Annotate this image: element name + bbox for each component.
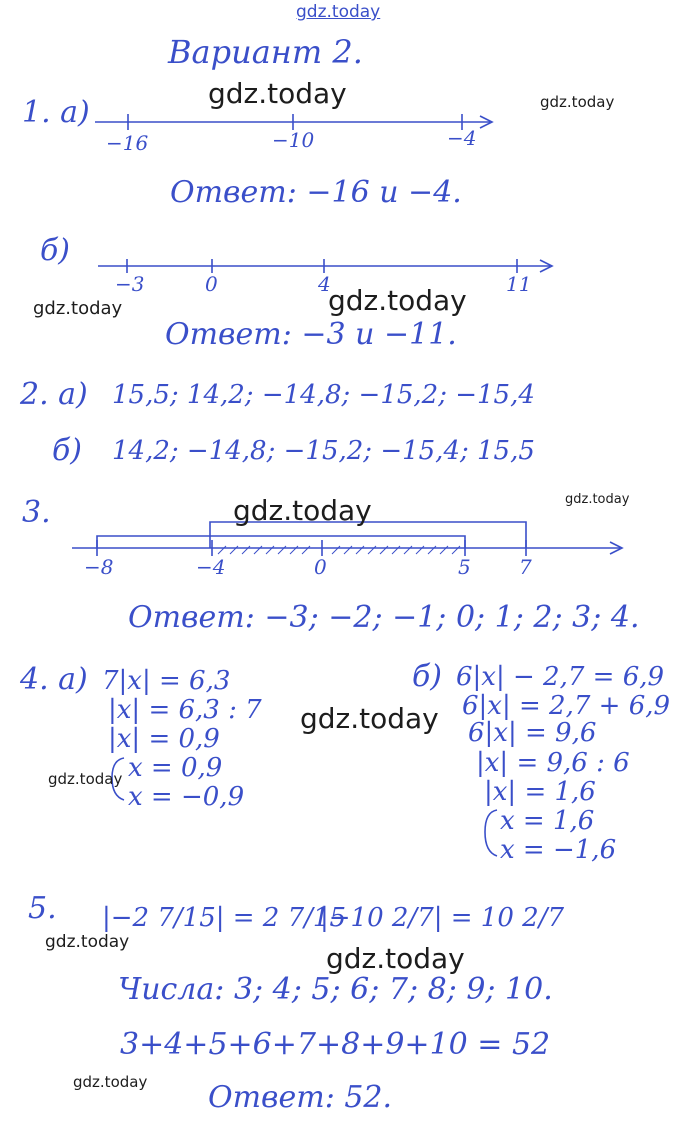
equation-line: x = 0,9 bbox=[128, 753, 223, 783]
equation-line: x = 1,6 bbox=[500, 806, 595, 836]
watermark: gdz.today bbox=[326, 942, 465, 975]
watermark: gdz.today bbox=[328, 284, 467, 317]
task1a-answer: Ответ: −16 и −4. bbox=[170, 175, 462, 210]
watermark: gdz.today bbox=[565, 492, 630, 507]
watermark: gdz.today bbox=[45, 932, 130, 952]
task3-answer: Ответ: −3; −2; −1; 0; 1; 2; 3; 4. bbox=[128, 600, 640, 635]
numbers-line: Числа: 3; 4; 5; 6; 7; 8; 9; 10. bbox=[118, 972, 553, 1007]
task2a-text: 15,5; 14,2; −14,8; −15,2; −15,4 bbox=[112, 380, 535, 410]
watermark: gdz.today bbox=[540, 93, 615, 111]
watermark: gdz.today bbox=[233, 494, 372, 527]
equation-line: |x| = 1,6 bbox=[484, 777, 596, 807]
number-line-1b bbox=[98, 259, 552, 273]
tick-label: −16 bbox=[106, 131, 149, 155]
tick-label: 7 bbox=[519, 555, 532, 579]
page-title: Вариант 2. bbox=[168, 33, 363, 71]
task2a-label: 2. а) bbox=[20, 377, 88, 412]
task4a-label: 4. а) bbox=[20, 662, 88, 697]
tick-label: −10 bbox=[272, 128, 315, 152]
equation-line: 6|x| − 2,7 = 6,9 bbox=[456, 662, 665, 692]
watermark-top[interactable]: gdz.today bbox=[296, 2, 381, 22]
task1a-label: 1. а) bbox=[22, 95, 90, 130]
watermark: gdz.today bbox=[300, 702, 439, 735]
tick-label: −4 bbox=[196, 555, 226, 579]
equation-line: 6|x| = 9,6 bbox=[468, 718, 597, 748]
number-line-3 bbox=[72, 522, 622, 556]
watermark: gdz.today bbox=[48, 770, 123, 788]
equation-line: |x| = 9,6 : 6 bbox=[476, 748, 630, 778]
equation-line: |x| = 6,3 : 7 bbox=[108, 695, 262, 725]
equation-line: 7|x| = 6,3 bbox=[102, 666, 231, 696]
task1b-label: б) bbox=[40, 233, 71, 268]
task1b-answer: Ответ: −3 и −11. bbox=[165, 317, 457, 352]
brace-4b bbox=[485, 810, 497, 856]
task5-answer: Ответ: 52. bbox=[208, 1080, 393, 1115]
tick-label: 5 bbox=[458, 555, 471, 579]
tick-label: 4 bbox=[318, 272, 331, 296]
tick-label: 0 bbox=[205, 272, 218, 296]
tick-label: −4 bbox=[447, 126, 477, 150]
abs-value-2: |−10 2/7| = 10 2/7 bbox=[320, 903, 565, 933]
equation-line: x = −0,9 bbox=[128, 782, 245, 812]
sum-line: 3+4+5+6+7+8+9+10 = 52 bbox=[120, 1027, 551, 1062]
equation-line: |x| = 0,9 bbox=[108, 724, 220, 754]
equation-line: x = −1,6 bbox=[500, 835, 617, 865]
task2b-label: б) bbox=[52, 433, 83, 468]
abs-value-1: |−2 7/15| = 2 7/15 bbox=[102, 903, 347, 933]
watermark: gdz.today bbox=[33, 298, 123, 319]
watermark: gdz.today bbox=[208, 77, 347, 110]
task3-label: 3. bbox=[22, 495, 51, 530]
watermark: gdz.today bbox=[73, 1073, 148, 1091]
tick-label: −8 bbox=[84, 555, 114, 579]
equation-line: 6|x| = 2,7 + 6,9 bbox=[462, 691, 671, 721]
task4b-label: б) bbox=[412, 659, 443, 694]
task5-label: 5. bbox=[28, 891, 57, 926]
task2b-text: 14,2; −14,8; −15,2; −15,4; 15,5 bbox=[112, 436, 535, 466]
tick-label: 11 bbox=[506, 272, 532, 296]
tick-label: 0 bbox=[314, 555, 327, 579]
tick-label: −3 bbox=[115, 272, 145, 296]
